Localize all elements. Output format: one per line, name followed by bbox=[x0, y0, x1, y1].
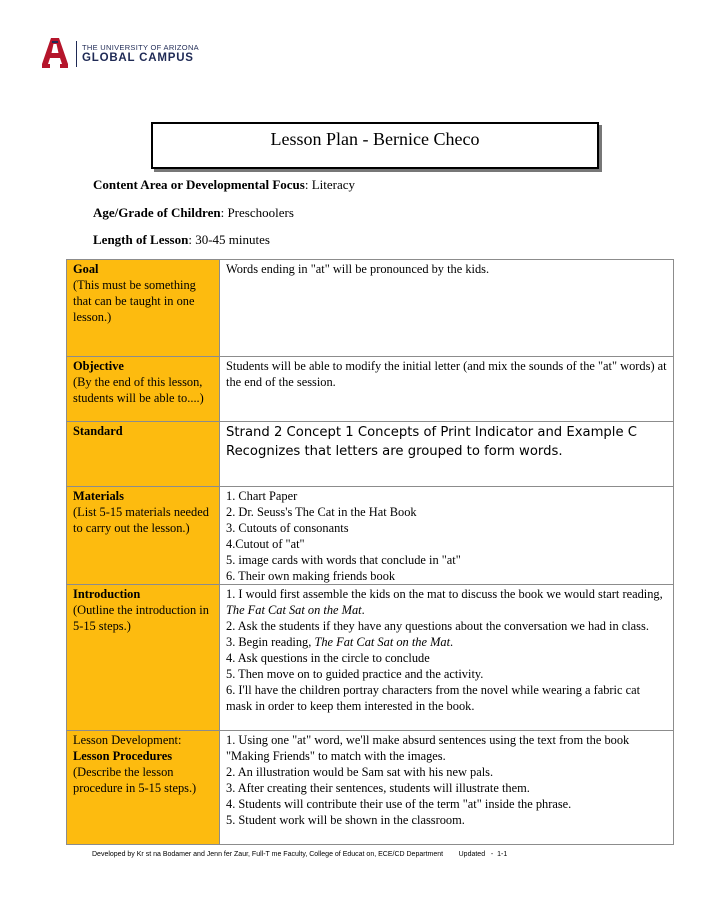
goal-subtext: (This must be something that can be taught in one lesson.) bbox=[73, 278, 196, 324]
list-item bbox=[226, 586, 668, 618]
list-item: 1. Using one "at" word, we'll make absurd sentences using the text from the book "Making Friends" to match with the images. bbox=[226, 733, 630, 763]
development-content-cell bbox=[220, 731, 674, 845]
list-item: 2. An illustration would be Sam sat with his new pals. bbox=[226, 765, 494, 779]
list-item: 2. Ask the students if they have any questions about the conversation we had in class. bbox=[226, 619, 649, 633]
title-box bbox=[151, 122, 599, 169]
list-item: 4.Cutout of "at" bbox=[226, 537, 305, 551]
materials-heading: Materials bbox=[73, 489, 124, 503]
logo-divider bbox=[76, 41, 77, 67]
intro-step3-end: . bbox=[450, 635, 454, 649]
materials-subtext: (List 5-15 materials needed to carry out the lesson.) bbox=[73, 505, 209, 535]
development-pre-heading: Lesson Development: bbox=[73, 733, 182, 747]
development-subtext: (Describe the lesson procedure in 5-15 steps.) bbox=[73, 765, 197, 795]
materials-label-cell bbox=[67, 487, 220, 585]
standard-content: Strand 2 Concept 1 Concepts of Print Indicator and Example C Recognizes that letters are grouped to form words. bbox=[226, 425, 637, 459]
length-line bbox=[93, 232, 270, 248]
introduction-label-cell bbox=[67, 585, 220, 731]
intro-step1-text: 1. I would first assemble the kids on the mat to discuss the book we would start reading, bbox=[226, 587, 663, 601]
content-area-line bbox=[93, 177, 355, 193]
content-area-label: Content Area or Developmental Focus bbox=[93, 177, 305, 192]
list-item: 5. Then move on to guided practice and the activity. bbox=[226, 667, 484, 681]
intro-step3-text: 3. Begin reading, bbox=[226, 635, 315, 649]
logo-university-text: THE UNIVERSITY OF ARIZONA bbox=[82, 43, 199, 52]
lesson-plan-table bbox=[66, 259, 674, 845]
table-row-goal bbox=[67, 260, 674, 357]
table-row-development bbox=[67, 731, 674, 845]
list-item: 6. Their own making friends book bbox=[226, 569, 396, 583]
goal-content-cell bbox=[220, 260, 674, 357]
list-item: 4. Students will contribute their use of the term "at" inside the phrase. bbox=[226, 797, 572, 811]
goal-heading: Goal bbox=[73, 262, 99, 276]
materials-content-cell bbox=[220, 487, 674, 585]
intro-step3-book-title: The Fat Cat Sat on the Mat bbox=[314, 635, 451, 649]
list-item: 3. Cutouts of consonants bbox=[226, 521, 349, 535]
arizona-a-logo-icon bbox=[42, 38, 68, 68]
intro-step1-end: . bbox=[361, 603, 365, 617]
standard-content-cell bbox=[220, 422, 674, 487]
list-item: 1. Chart Paper bbox=[226, 489, 298, 503]
goal-content: Words ending in "at" will be pronounced by the kids. bbox=[226, 262, 490, 276]
objective-subtext: (By the end of this lesson, students will be able to....) bbox=[73, 375, 204, 405]
length-label: Length of Lesson bbox=[93, 232, 189, 247]
standard-label-cell bbox=[67, 422, 220, 487]
list-item bbox=[226, 634, 668, 650]
table-row-introduction bbox=[67, 585, 674, 731]
objective-content-cell bbox=[220, 357, 674, 422]
goal-label-cell bbox=[67, 260, 220, 357]
content-area-value: : Literacy bbox=[304, 177, 355, 192]
table-row-objective bbox=[67, 357, 674, 422]
length-value: : 30-45 minutes bbox=[188, 232, 270, 247]
objective-content: Students will be able to modify the initial letter (and mix the sounds of the "at" words) at the end of the session. bbox=[226, 359, 667, 389]
development-label-cell bbox=[67, 731, 220, 845]
page-footer: Developed by Kr st na Bodamer and Jenn fer Zaur, Full-T me Faculty, College of Educat on, ECE/CD Department Updated - 1-1 bbox=[92, 851, 508, 858]
standard-heading: Standard bbox=[73, 424, 123, 438]
logo-campus-text: GLOBAL CAMPUS bbox=[82, 52, 194, 64]
introduction-subtext: (Outline the introduction in 5-15 steps.) bbox=[73, 603, 209, 633]
objective-heading: Objective bbox=[73, 359, 124, 373]
table-row-standard bbox=[67, 422, 674, 487]
page-title: Lesson Plan - Bernice Checo bbox=[270, 129, 480, 149]
university-logo bbox=[42, 38, 212, 72]
intro-step1-book-title: The Fat Cat Sat on the Mat bbox=[226, 603, 362, 617]
list-item: 2. Dr. Seuss's The Cat in the Hat Book bbox=[226, 505, 417, 519]
development-heading: Lesson Procedures bbox=[73, 749, 173, 763]
list-item: 5. Student work will be shown in the classroom. bbox=[226, 813, 465, 827]
list-item: 4. Ask questions in the circle to conclude bbox=[226, 651, 430, 665]
objective-label-cell bbox=[67, 357, 220, 422]
grade-label: Age/Grade of Children bbox=[93, 205, 221, 220]
introduction-content-cell bbox=[220, 585, 674, 731]
list-item: 5. image cards with words that conclude in "at" bbox=[226, 553, 461, 567]
table-row-materials bbox=[67, 487, 674, 585]
list-item: 6. I'll have the children portray characters from the novel while wearing a fabric cat mask in order to keep them interested in the book. bbox=[226, 683, 641, 713]
grade-line bbox=[93, 205, 294, 221]
grade-value: : Preschoolers bbox=[220, 205, 294, 220]
list-item: 3. After creating their sentences, students will illustrate them. bbox=[226, 781, 530, 795]
introduction-heading: Introduction bbox=[73, 587, 141, 601]
